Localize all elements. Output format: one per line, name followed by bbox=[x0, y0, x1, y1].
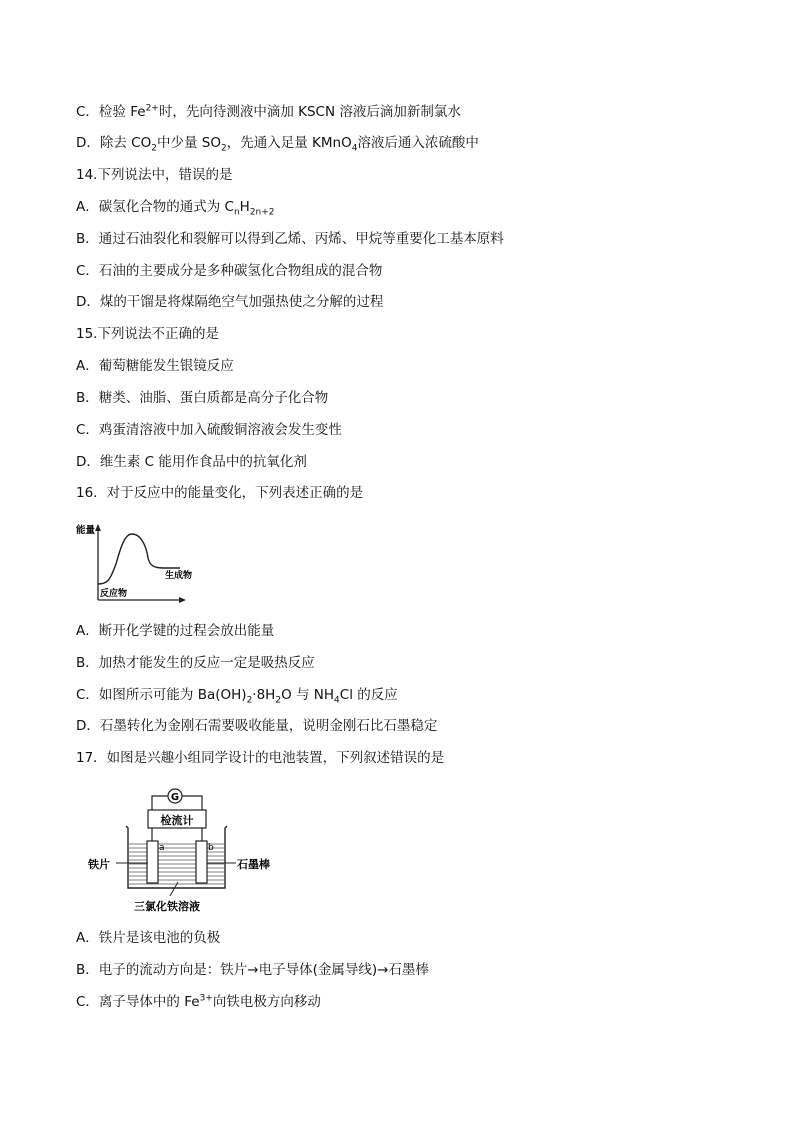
q16-stem: 16．对于反应中的能量变化，下列表述正确的是 bbox=[76, 485, 364, 501]
product-label: 生成物 bbox=[165, 571, 193, 581]
q14-option-d: D．煤的干馏是将煤隔绝空气加强热使之分解的过程 bbox=[76, 294, 384, 310]
q13-option-c: C．检验 $Fe^{2+}$时，先向待测液中滴加 KSCN 溶液后滴加新制氯水 bbox=[76, 103, 461, 120]
q16-option-a: A．断开化学键的过程会放出能量 bbox=[76, 623, 275, 639]
q17-stem: 17．如图是兴趣小组同学设计的电池装置，下列叙述错误的是 bbox=[76, 750, 445, 766]
graphite-electrode bbox=[196, 841, 207, 883]
solution-label: 三氯化铁溶液 bbox=[134, 900, 200, 913]
electrode-a-label: a bbox=[159, 843, 165, 853]
galvanometer-symbol: G bbox=[170, 792, 180, 803]
q16-option-c: C．如图所示可能为 $Ba(OH)_2\cdot 8H_2O$ 与 $NH_4Cl$ 的反应 bbox=[76, 687, 398, 706]
q14-option-b: B．通过石油裂化和裂解可以得到乙烯、丙烯、甲烷等重要化工基本原料 bbox=[76, 231, 504, 247]
q15-option-a: A．葡萄糖能发生银镜反应 bbox=[76, 358, 234, 374]
q17-option-c: C．离子导体中的 $Fe^{3+}$向铁电极方向移动 bbox=[76, 993, 321, 1010]
q14-option-a: A．碳氢化合物的通式为 $C_nH_{2n+2}$ bbox=[76, 199, 275, 218]
beaker bbox=[126, 826, 227, 888]
q15-option-d: D．维生素 C 能用作食品中的抗氧化剂 bbox=[76, 454, 307, 470]
q16-option-d: D．石墨转化为金刚石需要吸收能量，说明金刚石比石墨稳定 bbox=[76, 718, 438, 734]
q17-option-a: A．铁片是该电池的负极 bbox=[76, 930, 221, 946]
q15-option-b: B．糖类、油脂、蛋白质都是高分子化合物 bbox=[76, 390, 329, 406]
electrode-b-label: b bbox=[208, 843, 214, 853]
energy-y-label: 能量 bbox=[76, 525, 96, 536]
q14-option-c: C．石油的主要成分是多种碳氢化合物组成的混合物 bbox=[76, 263, 383, 279]
q14-stem: 14.下列说法中，错误的是 bbox=[76, 167, 233, 183]
q16-option-b: B．加热才能发生的反应一定是吸热反应 bbox=[76, 655, 315, 671]
q15-stem: 15.下列说法不正确的是 bbox=[76, 326, 219, 342]
energy-axis-x-arrow bbox=[179, 597, 186, 603]
graphite-label: 石墨棒 bbox=[237, 858, 270, 871]
energy-axis-y-arrow bbox=[95, 524, 101, 531]
iron-label: 铁片 bbox=[88, 858, 110, 871]
reactant-label: 反应物 bbox=[100, 589, 128, 599]
battery-diagram bbox=[86, 786, 282, 916]
q13-option-d: D．除去 $CO_2$中少量 $SO_2$，先通入足量 KMnO$_4$溶液后通入浓硫酸中 bbox=[76, 135, 479, 154]
meter-label: 检流计 bbox=[160, 814, 194, 827]
q17-option-b: B．电子的流动方向是：铁片→电子导体(金属导线)→石墨棒 bbox=[76, 962, 429, 978]
energy-diagram bbox=[74, 522, 194, 606]
q15-option-c: C．鸡蛋清溶液中加入硫酸铜溶液会发生变性 bbox=[76, 422, 342, 438]
iron-electrode bbox=[147, 841, 158, 883]
